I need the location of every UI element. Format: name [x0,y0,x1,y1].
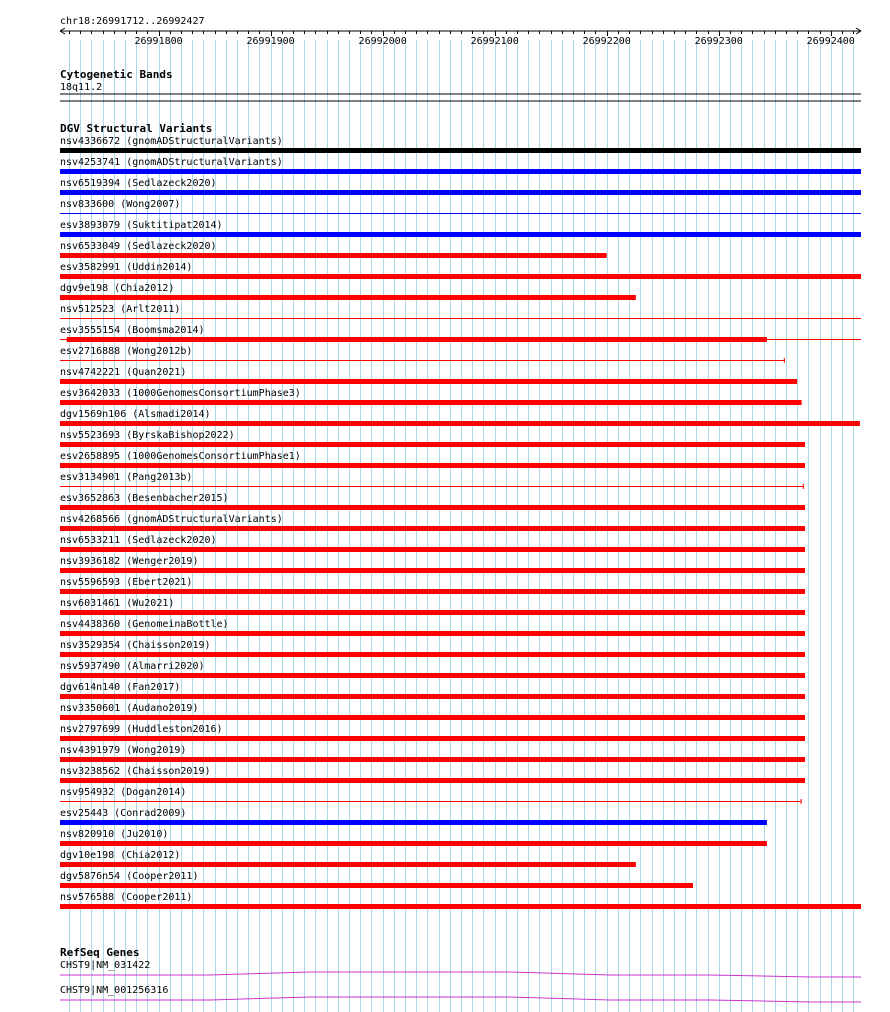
variant-bar [60,631,805,636]
variant-label: esv25443 (Conrad2009) [60,808,187,819]
ruler-tick-label: 26992100 [470,36,519,47]
variant-feature[interactable] [60,556,805,573]
variant-label: nsv4268566 (gnomADStructuralVariants) [60,514,283,525]
variant-feature[interactable] [60,388,802,405]
variant-bar [60,148,861,153]
variant-label: dgv614n140 (Fan2017) [60,682,181,693]
variant-feature[interactable] [60,871,693,888]
variant-bar [60,589,805,594]
variant-feature[interactable] [60,220,861,237]
ruler-ticks [70,31,855,47]
variant-label: nsv4391979 (Wong2019) [60,745,187,756]
variant-label: esv3652863 (Besenbacher2015) [60,493,229,504]
variant-bar [60,862,636,867]
variant-bar [60,400,802,405]
variant-label: nsv6533049 (Sedlazeck2020) [60,241,217,252]
variant-bar [60,526,805,531]
ruler-tick-label: 26991900 [246,36,295,47]
variant-label: esv3893079 (Suktitipat2014) [60,220,223,231]
variant-feature[interactable] [60,283,636,300]
refseq-genes [60,960,861,1002]
variant-bar [60,190,861,195]
variant-bar [67,337,767,342]
variant-bar [60,547,805,552]
variant-bar [60,841,767,846]
variant-feature[interactable] [60,241,607,258]
variant-feature[interactable] [60,493,805,510]
variant-label: nsv3238562 (Chaisson2019) [60,766,211,777]
variant-bar [60,883,693,888]
variant-feature[interactable] [60,808,767,825]
variant-label: nsv3529354 (Chaisson2019) [60,640,211,651]
variant-feature[interactable] [60,829,767,846]
ruler-tick-label: 26992000 [358,36,407,47]
variant-label: dgv1569n106 (Alsmadi2014) [60,409,211,420]
variant-label: nsv3350601 (Audano2019) [60,703,199,714]
variant-feature[interactable] [60,409,860,426]
variant-feature[interactable] [60,514,805,531]
variant-feature[interactable] [60,766,805,783]
variant-bar [60,736,805,741]
dgv-track-title: DGV Structural Variants [60,122,213,135]
variant-label: esv3555154 (Boomsma2014) [60,325,205,336]
variant-bar [60,673,805,678]
variant-label: nsv4742221 (Quan2021) [60,367,187,378]
refseq-track-title: RefSeq Genes [60,946,140,959]
variant-feature[interactable] [60,682,805,699]
variant-feature[interactable] [60,598,805,615]
variant-feature[interactable] [60,346,785,363]
variant-label: dgv5876n54 (Cooper2011) [60,871,199,882]
variant-label: nsv5937490 (Almarri2020) [60,661,205,672]
ruler-tick-label: 26992200 [582,36,631,47]
variant-label: nsv2797699 (Huddleston2016) [60,724,223,735]
variant-feature[interactable] [60,703,805,720]
variant-feature[interactable] [60,157,861,174]
variant-label: nsv5523693 (ByrskaBishop2022) [60,430,235,441]
variant-feature[interactable] [60,262,861,279]
variant-bar [60,715,805,720]
variant-bar [60,232,861,237]
variant-feature[interactable] [60,304,861,319]
variant-label: esv3642033 (1000GenomesConsortiumPhase3) [60,388,301,399]
variant-label: esv2658895 (1000GenomesConsortiumPhase1) [60,451,301,462]
variant-label: nsv4253741 (gnomADStructuralVariants) [60,157,283,168]
gene-intron-line [60,972,861,977]
variant-label: nsv833600 (Wong2007) [60,199,181,210]
variant-bar [60,757,805,762]
variant-feature[interactable] [60,787,802,804]
variant-feature[interactable] [60,325,861,342]
ruler-tick-label: 26991800 [134,36,183,47]
variant-bar [60,568,805,573]
dgv-variants [60,136,861,909]
variant-bar [60,169,861,174]
variant-feature[interactable] [60,661,805,678]
variant-label: dgv10e198 (Chia2012) [60,850,181,861]
variant-label: nsv6533211 (Sedlazeck2020) [60,535,217,546]
variant-feature[interactable] [60,178,861,195]
variant-label: esv3134901 (Pang2013b) [60,472,193,483]
variant-feature[interactable] [60,367,797,384]
variant-bar [60,463,805,468]
variant-bar [60,442,805,447]
variant-feature[interactable] [60,619,805,636]
variant-feature[interactable] [60,472,804,489]
variant-label: nsv576588 (Cooper2011) [60,892,193,903]
variant-feature[interactable] [60,535,805,552]
variant-label: esv2716888 (Wong2012b) [60,346,193,357]
variant-feature[interactable] [60,892,861,909]
variant-label: nsv4336672 (gnomADStructuralVariants) [60,136,283,147]
variant-feature[interactable] [60,640,805,657]
gene-feature[interactable] [60,960,861,977]
variant-bar [60,778,805,783]
cytoband-label: 18q11.2 [60,82,103,93]
variant-label: nsv954932 (Dogan2014) [60,787,187,798]
variant-feature[interactable] [60,199,861,214]
variant-label: nsv4438360 (GenomeinaBottle) [60,619,229,630]
gene-intron-line [60,997,861,1002]
variant-label: nsv6519394 (Sedlazeck2020) [60,178,217,189]
variant-bar [60,694,805,699]
variant-label: nsv512523 (Arlt2011) [60,304,181,315]
variant-bar [60,295,636,300]
variant-feature[interactable] [60,577,805,594]
variant-bar [60,421,860,426]
position-ruler[interactable] [60,28,861,47]
variant-feature[interactable] [60,136,861,153]
variant-bar [60,505,805,510]
variant-label: nsv820910 (Ju2010) [60,829,169,840]
ruler-tick-label: 26992400 [806,36,855,47]
variant-label: nsv6031461 (Wu2021) [60,598,175,609]
variant-feature[interactable] [60,745,805,762]
gene-feature[interactable] [60,985,861,1002]
cytoband-track-title: Cytogenetic Bands [60,68,173,81]
variant-feature[interactable] [60,451,805,468]
variant-feature[interactable] [60,850,636,867]
variant-label: esv3582991 (Uddin2014) [60,262,193,273]
variant-feature[interactable] [60,724,805,741]
gene-label: CHST9|NM_001256316 [60,985,169,996]
variant-bar [60,610,805,615]
variant-bar [60,820,767,825]
variant-label: nsv5596593 (Ebert2021) [60,577,193,588]
gene-label: CHST9|NM_031422 [60,960,151,971]
variant-bar [60,253,607,258]
variant-label: nsv3936182 (Wenger2019) [60,556,199,567]
variant-bar [60,379,797,384]
location-label: chr18:26991712..26992427 [60,16,205,27]
variant-label: dgv9e198 (Chia2012) [60,283,175,294]
variant-bar [60,274,861,279]
ruler-tick-label: 26992300 [694,36,743,47]
variant-bar [60,652,805,657]
variant-bar [60,904,861,909]
variant-feature[interactable] [60,430,805,447]
